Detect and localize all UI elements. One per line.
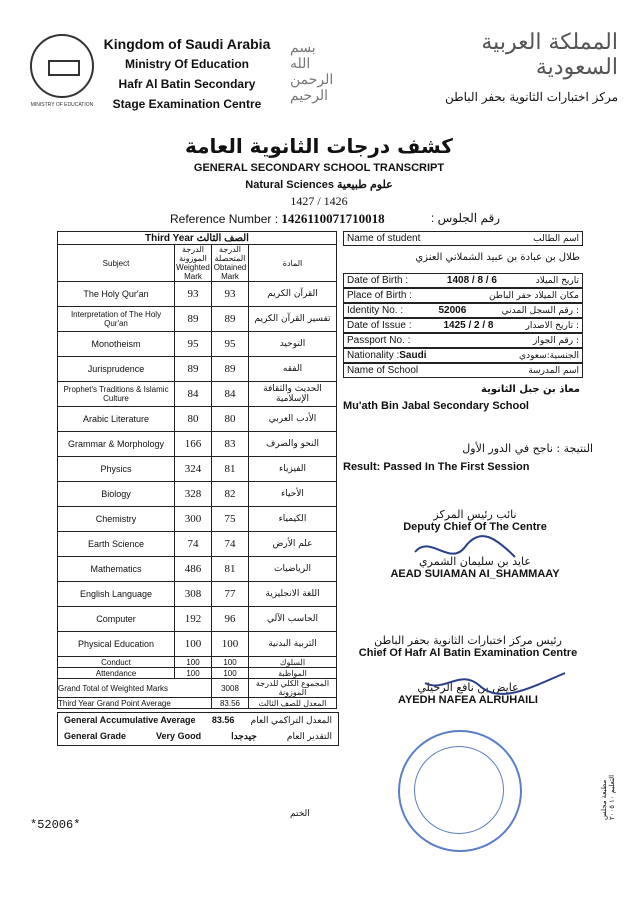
header-english: [92, 34, 282, 114]
total-row: [58, 679, 337, 698]
col-weighted-ar: الدرجة الموزونة: [179, 245, 207, 263]
col-obtained: [212, 245, 249, 282]
identity-row: [343, 303, 583, 318]
subject-name-ar: علم الأرض: [249, 532, 337, 557]
result-ar: النتيجة : ناجح في الدور الأول: [462, 442, 593, 455]
table-row: [58, 332, 337, 357]
chief-name-ar: عايض بن نافع الرحيلي: [417, 681, 519, 694]
weighted-mark: 486: [175, 557, 212, 582]
name-label-row: [343, 231, 583, 246]
passport-ar: رقم الجواز :: [533, 335, 579, 346]
official-stamp: [398, 730, 522, 852]
weighted-mark: 166: [175, 432, 212, 457]
pob-label: Place of Birth :: [347, 290, 413, 301]
deputy-name-ar: عايد بن سليمان الشمري: [419, 555, 531, 568]
table-row: [58, 432, 337, 457]
obtained-mark: 82: [212, 482, 249, 507]
weighted-mark: 84: [175, 382, 212, 407]
subject-name-en: Computer: [58, 607, 175, 632]
attendance-label: Attendance: [58, 668, 175, 679]
attendance-ar: المواظبة: [249, 668, 337, 679]
school-label-ar: اسم المدرسة: [528, 365, 579, 376]
table-row: [58, 382, 337, 407]
identity-label: Identity No. :: [347, 305, 404, 316]
obtained-mark: 95: [212, 332, 249, 357]
identity-ar: رقم السجل المدني :: [501, 305, 579, 316]
col-obtained-ar: الدرجة المتحصلة: [214, 245, 246, 263]
weighted-mark: 93: [175, 282, 212, 307]
accumulative-label: General Accumulative Average: [64, 715, 196, 725]
average-value: 83.56: [212, 698, 249, 709]
stream-label: Natural Sciences علوم طبيعية: [245, 179, 393, 191]
weighted-mark: 328: [175, 482, 212, 507]
subject-name-ar: الحاسب الآلي: [249, 607, 337, 632]
subject-name-en: Biology: [58, 482, 175, 507]
total-label: Grand Total of Weighted Marks: [58, 679, 212, 698]
year-header: Third Year الصف الثالث: [58, 232, 337, 245]
average-ar: المعدل للصف الثالث: [249, 698, 337, 709]
school-title: Hafr Al Batin Secondary: [118, 77, 256, 91]
conduct-row: [58, 657, 337, 668]
table-row: [58, 282, 337, 307]
obtained-mark: 81: [212, 457, 249, 482]
deputy-ar: نائب رئيس المركز: [433, 508, 517, 521]
centre-title: Stage Examination Centre: [112, 97, 262, 111]
subject-name-ar: النحو والصرف: [249, 432, 337, 457]
obtained-mark: 83: [212, 432, 249, 457]
total-value: 3008: [212, 679, 249, 698]
table-row: [58, 482, 337, 507]
subject-name-ar: تفسير القرآن الكريم: [249, 307, 337, 332]
table-row: [58, 307, 337, 332]
attendance-obtained: 100: [212, 668, 249, 679]
col-weighted: [175, 245, 212, 282]
reference-arabic: : رقم الجلوس: [430, 211, 500, 225]
conduct-weighted: 100: [175, 657, 212, 668]
weighted-mark: 100: [175, 632, 212, 657]
obtained-mark: 89: [212, 307, 249, 332]
attendance-weighted: 100: [175, 668, 212, 679]
dob-ar: تاريخ الميلاد: [535, 275, 579, 286]
table-row: [58, 457, 337, 482]
weighted-mark: 324: [175, 457, 212, 482]
table-row: [58, 582, 337, 607]
subject-name-ar: الحديث والثقافة الإسلامية: [249, 382, 337, 407]
school-name-ar: معاذ بن جبل الثانوية: [481, 383, 580, 395]
subject-name-en: Physics: [58, 457, 175, 482]
weighted-mark: 89: [175, 307, 212, 332]
average-label: Third Year Grand Point Average: [58, 698, 212, 709]
name-label-ar: اسم الطالب: [533, 233, 579, 244]
student-name: طلال بن عبادة بن عبيد الشملاني العنزي: [415, 251, 580, 263]
subject-name-en: The Holy Qur'an: [58, 282, 175, 307]
obtained-mark: 93: [212, 282, 249, 307]
conduct-label: Conduct: [58, 657, 175, 668]
chief-signature: [420, 668, 570, 698]
school-name-en: Mu'ath Bin Jabal Secondary School: [343, 400, 529, 412]
general-averages: [57, 712, 339, 746]
table-row: [58, 507, 337, 532]
reference-row: [170, 211, 500, 227]
chief-ar: رئيس مركز اختبارات الثانوية بحفر الباطن: [374, 634, 562, 647]
subject-name-en: Arabic Literature: [58, 407, 175, 432]
total-ar: المجموع الكلي للدرجة الموزونة: [249, 679, 337, 698]
subject-name-ar: الأحياء: [249, 482, 337, 507]
obtained-mark: 74: [212, 532, 249, 557]
weighted-mark: 95: [175, 332, 212, 357]
subject-name-ar: القرآن الكريم: [249, 282, 337, 307]
weighted-mark: 74: [175, 532, 212, 557]
conduct-ar: السلوك: [249, 657, 337, 668]
subject-name-en: Earth Science: [58, 532, 175, 557]
obtained-mark: 77: [212, 582, 249, 607]
school-label: Name of School: [347, 365, 419, 376]
table-row: [58, 632, 337, 657]
table-row: [58, 557, 337, 582]
emblem-caption: MINISTRY OF EDUCATION: [30, 102, 94, 108]
general-grade-ar: التقدير العام: [286, 731, 332, 741]
obtained-mark: 81: [212, 557, 249, 582]
deputy-en: Deputy Chief Of The Centre: [403, 521, 547, 533]
seal-label: الختم: [290, 808, 310, 818]
dob-value: 1408 / 8 / 6: [446, 275, 497, 286]
passport-row: [343, 333, 583, 348]
weighted-mark: 80: [175, 407, 212, 432]
nationality-row: [343, 348, 583, 363]
academic-year: 1427 / 1426: [290, 194, 348, 208]
accumulative-value: 83.56: [211, 715, 235, 725]
subject-name-en: Chemistry: [58, 507, 175, 532]
subject-name-ar: الفيزياء: [249, 457, 337, 482]
general-grade-value-ar: جيدجدا: [231, 731, 257, 741]
deputy-name-en: AEAD SUIAMAN AI_SHAMMAAY: [390, 568, 560, 580]
nationality-ar: الجنسية:سعودي: [519, 350, 579, 361]
obtained-mark: 96: [212, 607, 249, 632]
result-en: Result: Passed In The First Session: [343, 461, 530, 473]
pob-row: [343, 288, 583, 303]
kingdom-title: Kingdom of Saudi Arabia: [103, 36, 271, 52]
subject-name-en: Grammar & Morphology: [58, 432, 175, 457]
document-number: *52006*: [30, 818, 81, 832]
student-info: [343, 231, 583, 412]
printer-note: مطبعة مجلس التعليم ١٠ ٢٠٠٥: [601, 774, 616, 820]
chief-name-en: AYEDH NAFEA ALRUHAILI: [398, 694, 538, 706]
obtained-mark: 89: [212, 357, 249, 382]
subject-name-ar: الكيمياء: [249, 507, 337, 532]
subject-name-ar: الفقه: [249, 357, 337, 382]
nationality-value: Saudi: [399, 350, 427, 361]
ministry-title: Ministry Of Education: [124, 57, 249, 71]
obtained-mark: 100: [212, 632, 249, 657]
passport-label: Passport No. :: [347, 335, 411, 346]
dob-row: [343, 273, 583, 288]
pob-ar: مكان الميلاد حفر الباطن: [488, 290, 579, 301]
weighted-mark: 300: [175, 507, 212, 532]
issue-value: 1425 / 2 / 8: [443, 320, 494, 331]
title-english: GENERAL SECONDARY SCHOOL TRANSCRIPT: [193, 162, 445, 174]
subject-name-ar: التوحيد: [249, 332, 337, 357]
subject-name-en: Monotheism: [58, 332, 175, 357]
subject-name-en: Physical Education: [58, 632, 175, 657]
weighted-mark: 308: [175, 582, 212, 607]
subject-name-en: Mathematics: [58, 557, 175, 582]
accumulative-row: [58, 713, 338, 729]
subject-name-ar: التربية البدنية: [249, 632, 337, 657]
subject-name-ar: اللغة الانجليزية: [249, 582, 337, 607]
basmala-calligraphy: بسم الله الرحمن الرحيم: [290, 40, 334, 104]
weighted-mark: 192: [175, 607, 212, 632]
chief-en: Chief Of Hafr Al Batin Examination Centre: [358, 647, 578, 659]
subject-name-en: Prophet's Traditions & Islamic Culture: [58, 382, 175, 407]
deputy-signature: [410, 532, 520, 572]
reference-label: Reference Number :: [170, 212, 279, 226]
result-block: [343, 442, 593, 473]
conduct-obtained: 100: [212, 657, 249, 668]
subject-name-ar: الأدب العربي: [249, 407, 337, 432]
subject-name-en: Jurisprudence: [58, 357, 175, 382]
name-label: Name of student: [347, 233, 421, 244]
grades-table: [57, 231, 337, 709]
dob-label: Date of Birth :: [347, 275, 409, 286]
col-obtained-en: Obtained Mark: [213, 263, 247, 281]
header-arabic: [398, 30, 618, 104]
table-row: [58, 607, 337, 632]
general-grade-label: General Grade: [64, 731, 127, 741]
obtained-mark: 75: [212, 507, 249, 532]
average-row: [58, 698, 337, 709]
title-arabic: كشف درجات الثانوية العامة: [185, 134, 453, 158]
grade-rows: [58, 282, 337, 657]
school-label-row: [343, 363, 583, 378]
nationality-label: Nationality :: [347, 350, 400, 361]
issue-label: Date of Issue :: [347, 320, 412, 331]
reference-number: 1426110071710018: [281, 211, 385, 226]
weighted-mark: 89: [175, 357, 212, 382]
general-grade-value: Very Good: [156, 731, 202, 741]
issue-row: [343, 318, 583, 333]
accumulative-ar: المعدل التراكمي العام: [250, 715, 332, 725]
col-subject: Subject: [58, 245, 175, 282]
arabic-centre: مركز اختبارات الثانوية بحفر الباطن: [444, 90, 618, 104]
identity-value: 52006: [438, 305, 467, 316]
obtained-mark: 84: [212, 382, 249, 407]
arabic-kingdom: المملكة العربية السعودية: [481, 30, 618, 80]
obtained-mark: 80: [212, 407, 249, 432]
issue-ar: تاريخ الاصدار :: [525, 320, 579, 331]
table-row: [58, 532, 337, 557]
attendance-row: [58, 668, 337, 679]
table-row: [58, 357, 337, 382]
subject-name-en: Interpretation of The Holy Qur'an: [58, 307, 175, 332]
ministry-emblem: [30, 34, 94, 98]
grade-row: [58, 729, 338, 745]
col-subject-ar: المادة: [249, 245, 337, 282]
col-weighted-en: Weighted Mark: [176, 263, 210, 281]
table-row: [58, 407, 337, 432]
subject-name-ar: الرياضيات: [249, 557, 337, 582]
subject-name-en: English Language: [58, 582, 175, 607]
